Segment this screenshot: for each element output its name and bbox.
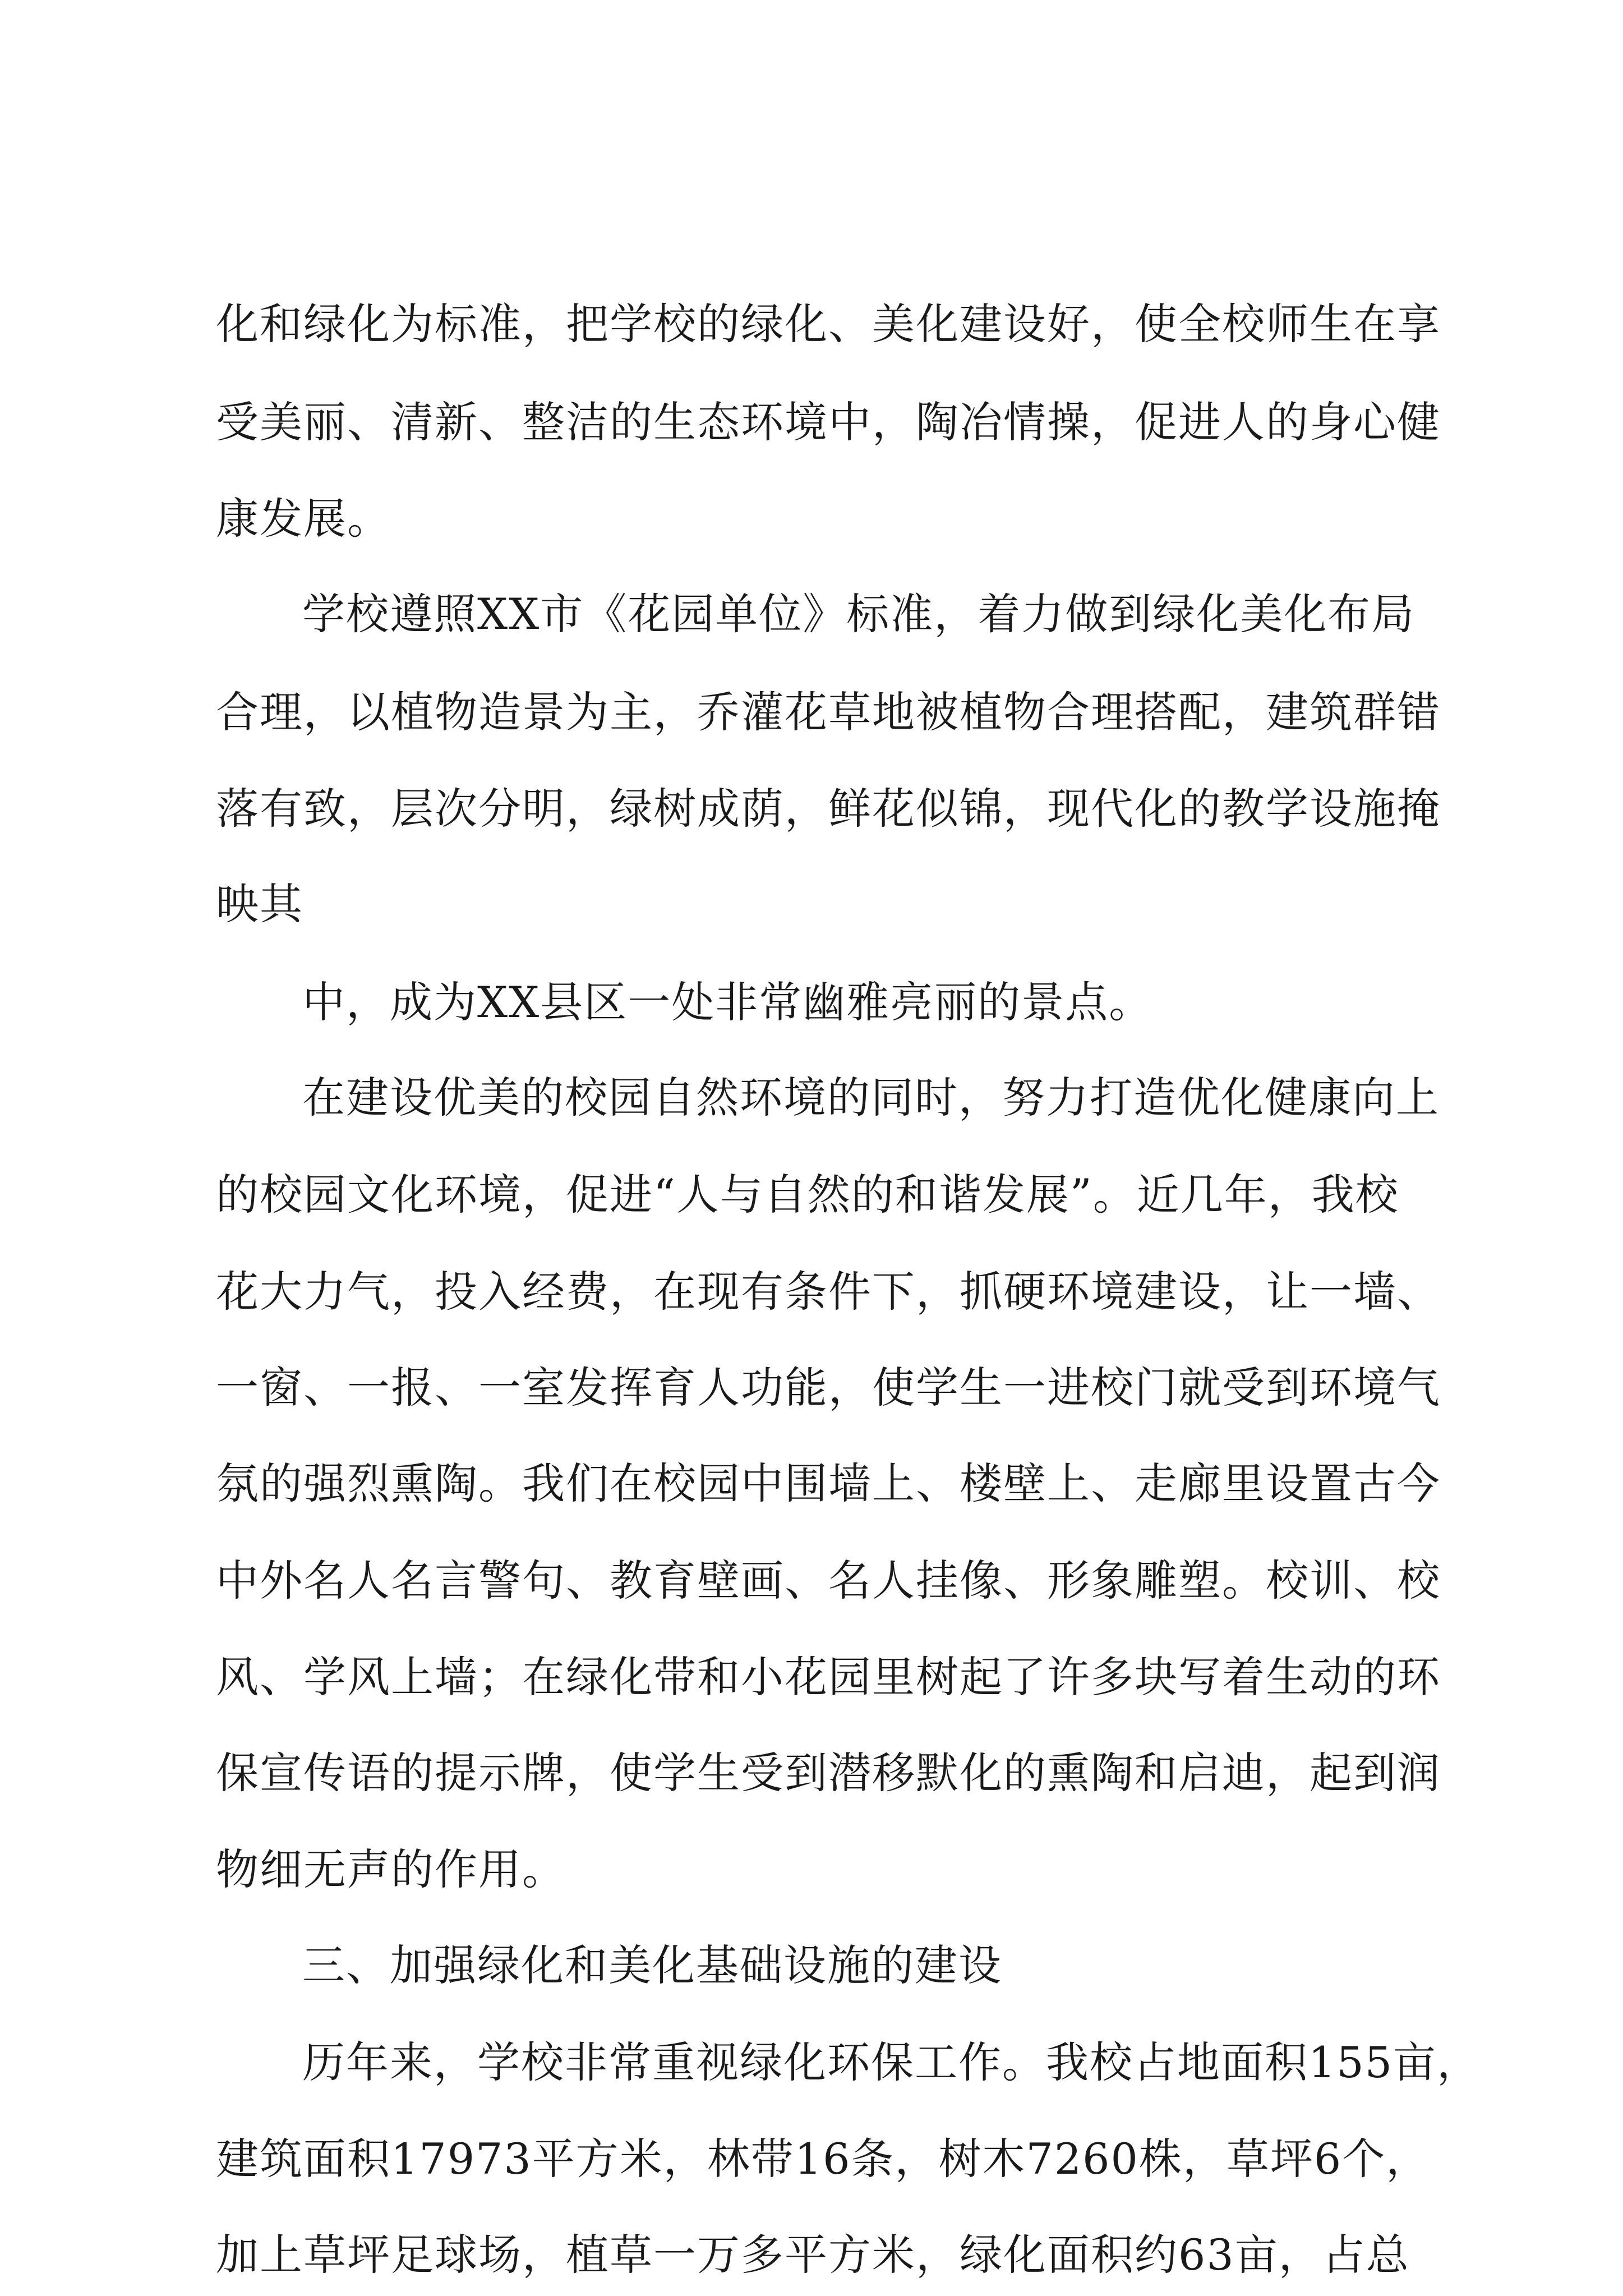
text-line: 一窗、一报、一室发挥育人功能，使学生一进校门就受到环境气 <box>216 1363 1441 1412</box>
text-line: 建筑面积17973平方米，林带16条，树木7260株，草坪6个， <box>216 2134 1430 2184</box>
text-line: 风、学风上墙；在绿化带和小花园里树起了许多块写着生动的环 <box>216 1652 1441 1702</box>
text-line: 受美丽、清新、整洁的生态环境中，陶冶情操，促进人的身心健 <box>216 397 1441 447</box>
text-line: 映其 <box>216 879 303 929</box>
text-line: 合理，以植物造景为主，乔灌花草地被植物合理搭配，建筑群错 <box>216 687 1441 737</box>
text-line: 康发展。 <box>216 494 391 544</box>
text-line: 花大力气，投入经费，在现有条件下，抓硬环境建设，让一墙、 <box>216 1267 1441 1317</box>
text-line: 历年来，学校非常重视绿化环保工作。我校占地面积155亩， <box>302 2037 1481 2087</box>
text-line: 中，成为XX县区一处非常幽雅亮丽的景点。 <box>302 977 1153 1027</box>
text-line: 氛的强烈熏陶。我们在校园中围墙上、楼壁上、走廊里设置古今 <box>216 1458 1441 1508</box>
text-line: 在建设优美的校园自然环境的同时，努力打造优化健康向上 <box>302 1073 1440 1122</box>
section-heading: 三、加强绿化和美化基础设施的建设 <box>302 1940 1002 1990</box>
text-line: 加上草坪足球场，植草一万多平方米，绿化面积约63亩，占总 <box>216 2230 1410 2280</box>
text-line: 落有致，层次分明，绿树成荫，鲜花似锦，现代化的教学设施掩 <box>216 784 1441 834</box>
text-line: 化和绿化为标准，把学校的绿化、美化建设好，使全校师生在享 <box>216 299 1441 349</box>
text-line: 学校遵照XX市《花园单位》标准，着力做到绿化美化布局 <box>302 589 1415 639</box>
text-line: 中外名人名言警句、教育壁画、名人挂像、形象雕塑。校训、校 <box>216 1556 1441 1605</box>
text-line: 物细无声的作用。 <box>216 1844 566 1894</box>
text-line: 保宣传语的提示牌，使学生受到潜移默化的熏陶和启迪，起到润 <box>216 1748 1441 1798</box>
text-line: 的校园文化环境，促进“人与自然的和谐发展”。近几年，我校 <box>216 1170 1399 1220</box>
